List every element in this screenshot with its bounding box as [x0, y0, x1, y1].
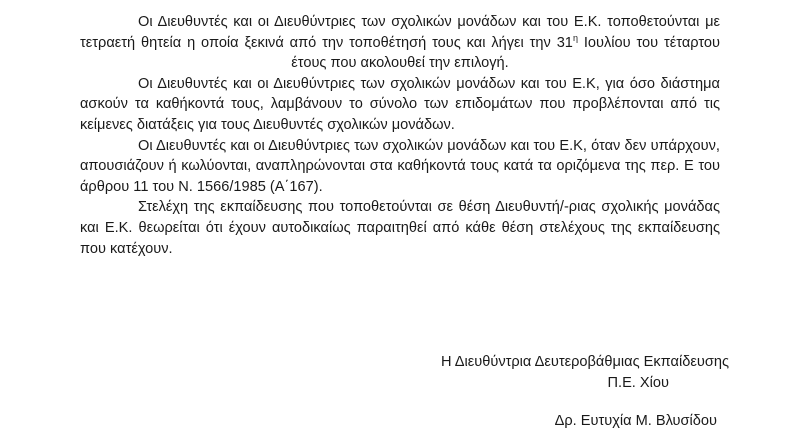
ordinal-superscript: η [572, 32, 578, 43]
paragraph-term-duration [80, 12, 720, 74]
paragraph-allowances: Οι Διευθυντές και οι Διευθύντριες των σχολικών μονάδων και του Ε.Κ, για όσο διάστημα ασκούν τα καθήκοντά τους, λαμβάνουν το σύνολο των επιδομάτων που προβλέπονται από τις κείμενες διατάξεις για τους Διευθυντές σχολικών μονάδων. [80, 75, 720, 133]
document-body [80, 12, 720, 259]
signature-name: Δρ. Ευτυχία Μ. Βλυσίδου [554, 413, 717, 429]
signature-region: Π.Ε. Χίου [607, 375, 669, 391]
paragraph-text-continued: Ιουλίου του τέταρτου έτους που ακολουθεί την επιλογή. [291, 34, 721, 72]
paragraph-resignation: Στελέχη της εκπαίδευσης που τοποθετούνται σε θέση Διευθυντή/-ριας σχολικής μονάδας και Ε.Κ. θεωρείται ότι έχουν αυτοδικαίως παραιτηθεί από κάθε θέση στελέχους της εκπαίδευσης που κατέχουν. [80, 199, 720, 257]
signature-title: Η Διευθύντρια Δευτεροβάθμιας Εκπαίδευσης [440, 354, 729, 370]
paragraph-text: Οι Διευθυντές και οι Διευθύντριες των σχολικών μονάδων και του Ε.Κ. τοποθετούνται με τετραετή θητεία η οποία ξεκινά από την τοποθέτησή τους και λήγει την 31 [80, 14, 720, 51]
paragraph-substitution: Οι Διευθυντές και οι Διευθύντριες των σχολικών μονάδων και του Ε.Κ, όταν δεν υπάρχουν, απουσιάζουν ή κωλύονται, αναπληρώνονται στα καθήκοντά τους κατά τα οριζόμενα της περ. Ε του άρθρου 11 του Ν. 1566/1985 (Α΄167). [80, 137, 720, 195]
